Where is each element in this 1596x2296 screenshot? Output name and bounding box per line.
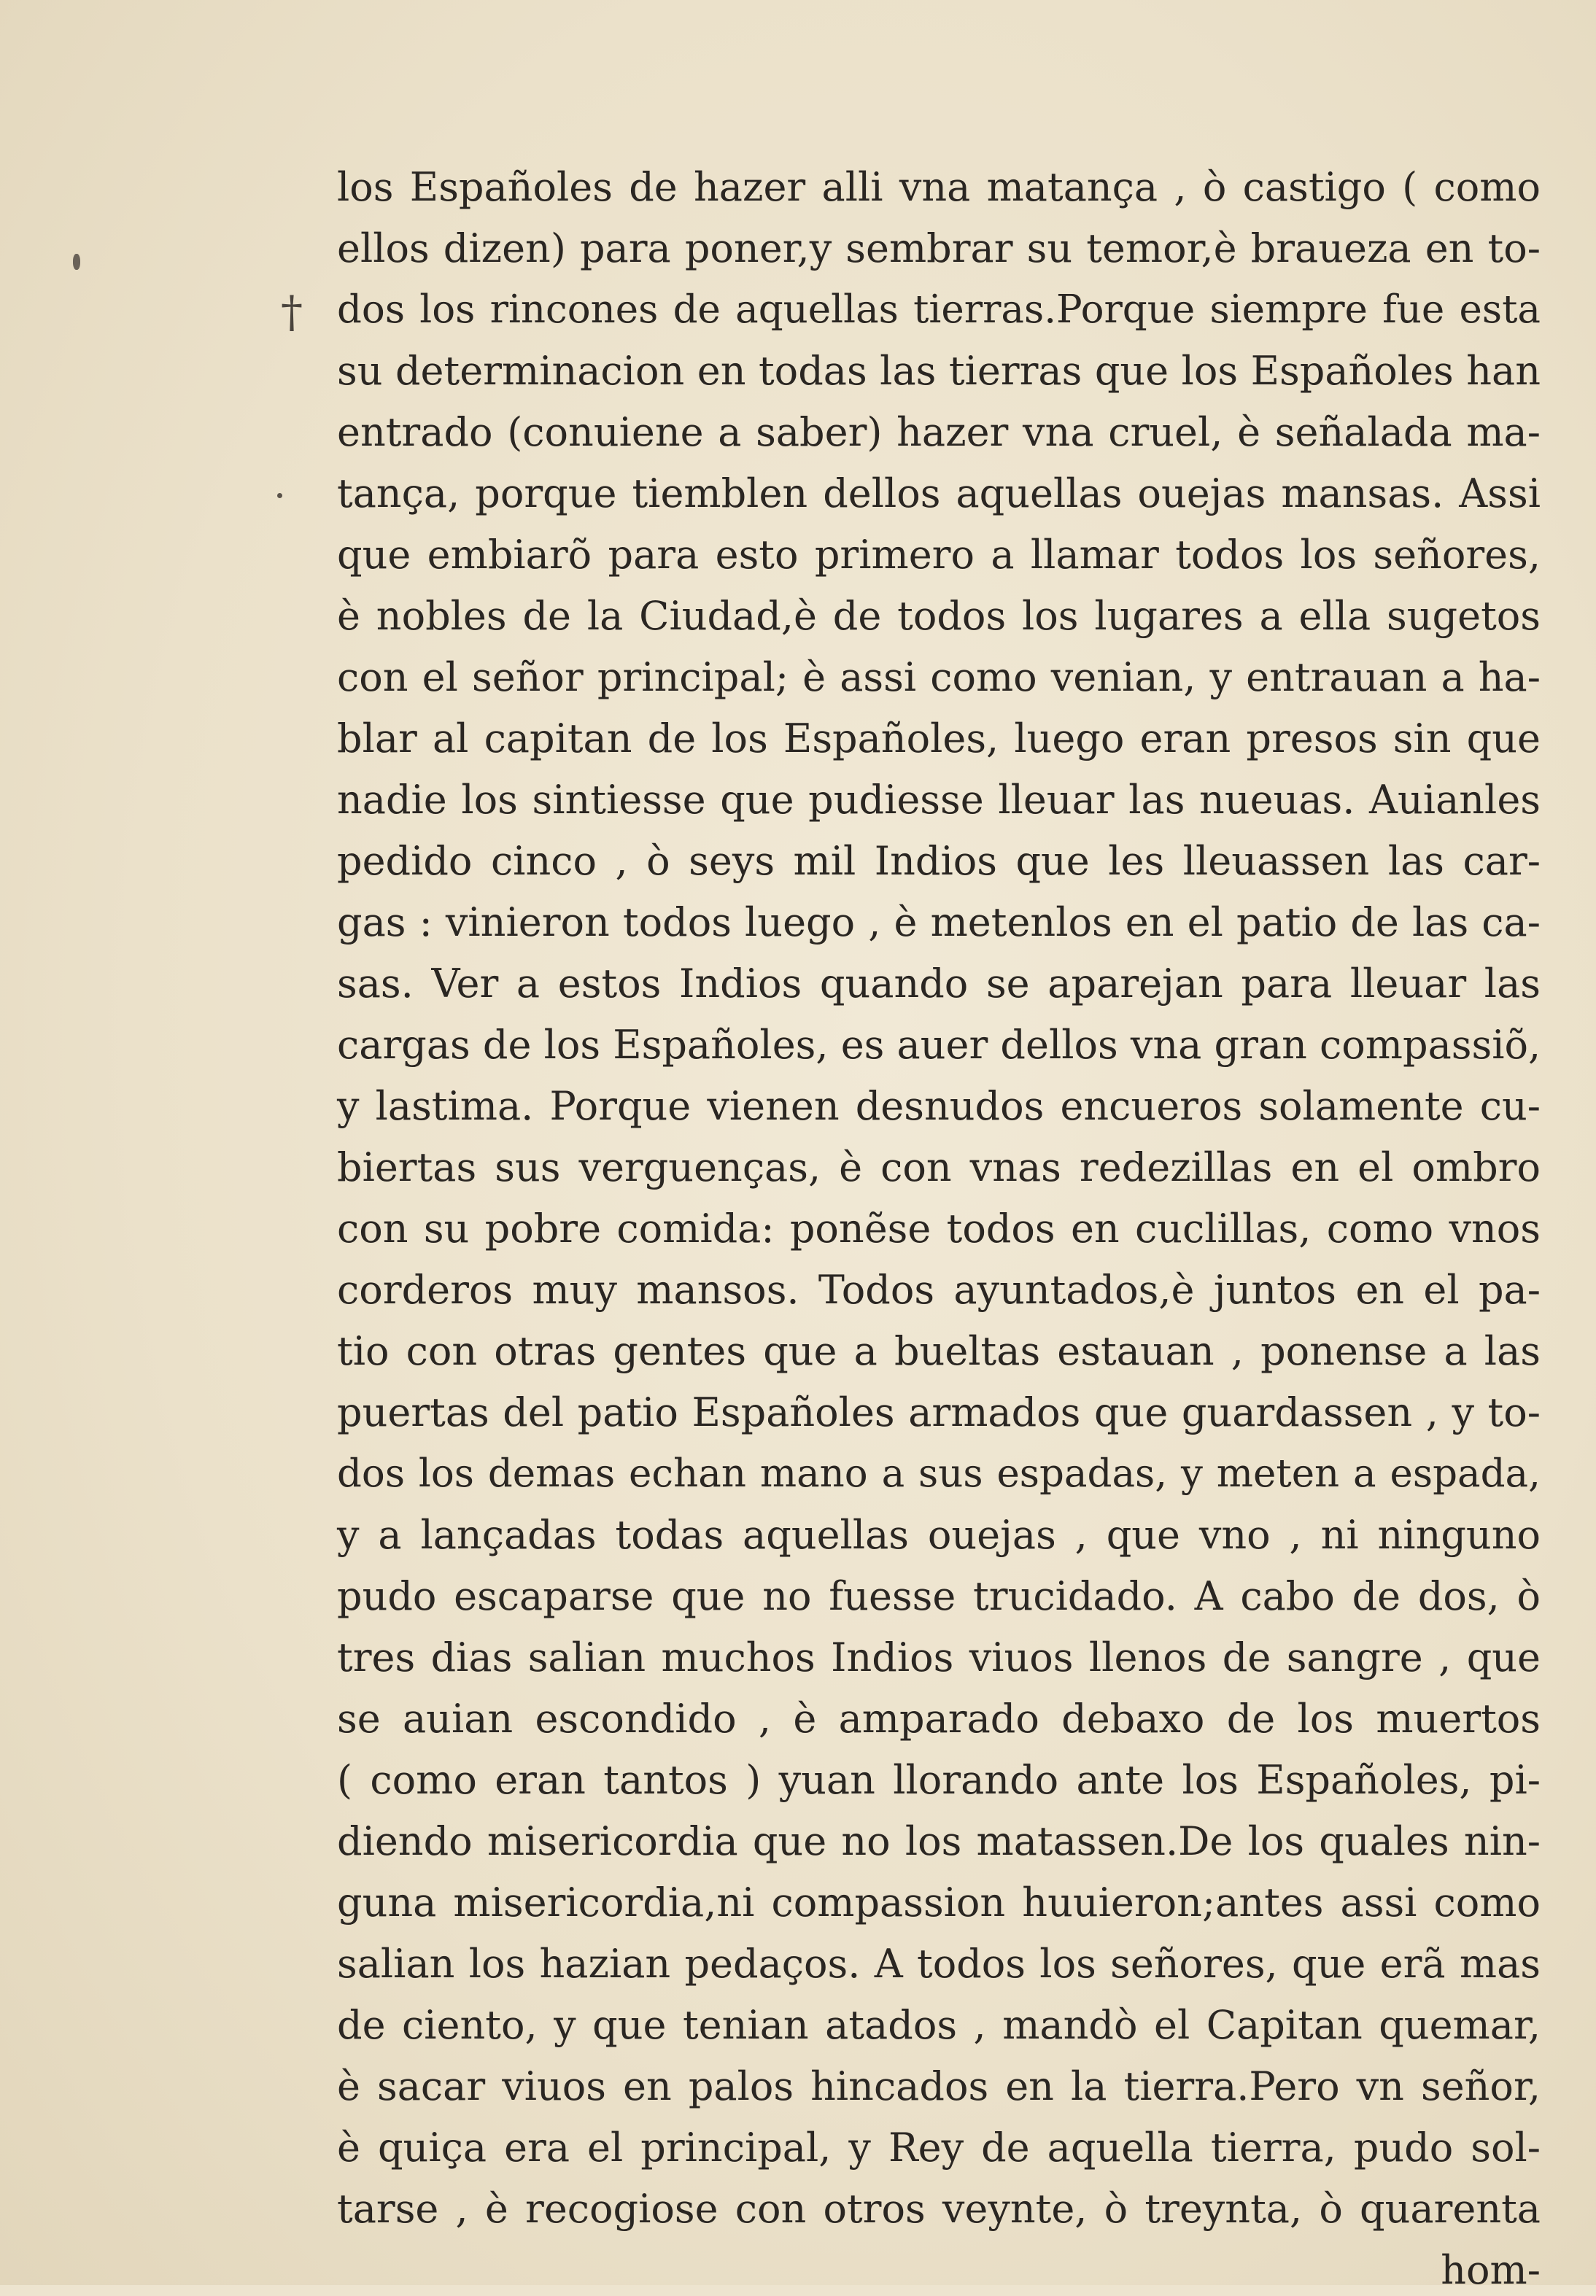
marginal-dot [277, 493, 282, 498]
text-line: tres dias salian muchos Indios viuos llenos de sangre , que [337, 1634, 1541, 1680]
text-line: se auian escondido , è amparado debaxo de los muertos [337, 1696, 1541, 1742]
text-line: blar al capitan de los Españoles, luego eran presos sin que [337, 715, 1541, 761]
ink-blot [73, 254, 80, 270]
text-line: y a lançadas todas aquellas ouejas , que vno , ni ninguno [337, 1512, 1541, 1558]
text-line: guna misericordia,ni compassion huuieron;antes assi como [337, 1880, 1541, 1925]
text-line: que embiarõ para esto primero a llamar todos los señores, [337, 532, 1541, 578]
text-line: è nobles de la Ciudad,è de todos los lugares a ella sugetos [337, 593, 1541, 639]
text-line: su determinacion en todas las tierras que los Españoles han [337, 348, 1541, 394]
text-line: sas. Ver a estos Indios quando se aparejan para lleuar las [337, 961, 1541, 1007]
marginal-cross-mark: † [281, 287, 303, 338]
text-line: y lastima. Porque vienen desnudos encueros solamente cu- [337, 1083, 1541, 1129]
text-line: diendo misericordia que no los matassen.De los quales nin- [337, 1818, 1541, 1864]
text-line: con el señor principal; è assi como venian, y entrauan a ha- [337, 654, 1541, 700]
text-line: ellos dizen) para poner,y sembrar su temor,è braueza en to- [337, 225, 1541, 271]
text-line: tio con otras gentes que a bueltas estauan , ponense a las [337, 1328, 1541, 1374]
text-line: è sacar viuos en palos hincados en la tierra.Pero vn señor, [337, 2063, 1541, 2109]
text-line: tarse , è recogiose con otros veynte, ò treynta, ò quarenta [337, 2186, 1541, 2232]
text-line: pedido cinco , ò seys mil Indios que les lleuassen las car- [337, 838, 1541, 884]
text-line: pudo escaparse que no fuesse trucidado. A cabo de dos, ò [337, 1573, 1541, 1619]
text-line: dos los demas echan mano a sus espadas, y meten a espada, [337, 1451, 1541, 1496]
text-line: dos los rincones de aquellas tierras.Porque siempre fue esta [337, 287, 1541, 332]
text-line: è quiça era el principal, y Rey de aquella tierra, pudo sol- [337, 2125, 1541, 2171]
text-line: nadie los sintiesse que pudiesse lleuar las nueuas. Auianles [337, 777, 1541, 823]
text-line: tança, porque tiemblen dellos aquellas ouejas mansas. Assi [337, 470, 1541, 516]
text-line: biertas sus verguenças, è con vnas redezillas en el ombro [337, 1144, 1541, 1190]
catchword: hom- [1441, 2247, 1541, 2293]
text-line: ( como eran tantos ) yuan llorando ante los Españoles, pi- [337, 1757, 1541, 1803]
text-line: puertas del patio Españoles armados que guardassen , y to- [337, 1389, 1541, 1435]
text-line: salian los hazian pedaços. A todos los señores, que erã mas [337, 1941, 1541, 1987]
text-line: entrado (conuiene a saber) hazer vna cruel, è señalada ma- [337, 409, 1541, 455]
text-line: con su pobre comida: ponẽse todos en cuclillas, como vnos [337, 1206, 1541, 1252]
text-line: corderos muy mansos. Todos ayuntados,è juntos en el pa- [337, 1267, 1541, 1313]
text-line: gas : vinieron todos luego , è metenlos en el patio de las ca- [337, 899, 1541, 945]
text-line: cargas de los Españoles, es auer dellos vna gran compassiõ, [337, 1022, 1541, 1068]
text-line: los Españoles de hazer alli vna matança , ò castigo ( como [337, 164, 1541, 210]
text-line: de ciento, y que tenian atados , mandò el Capitan quemar, [337, 2002, 1541, 2048]
